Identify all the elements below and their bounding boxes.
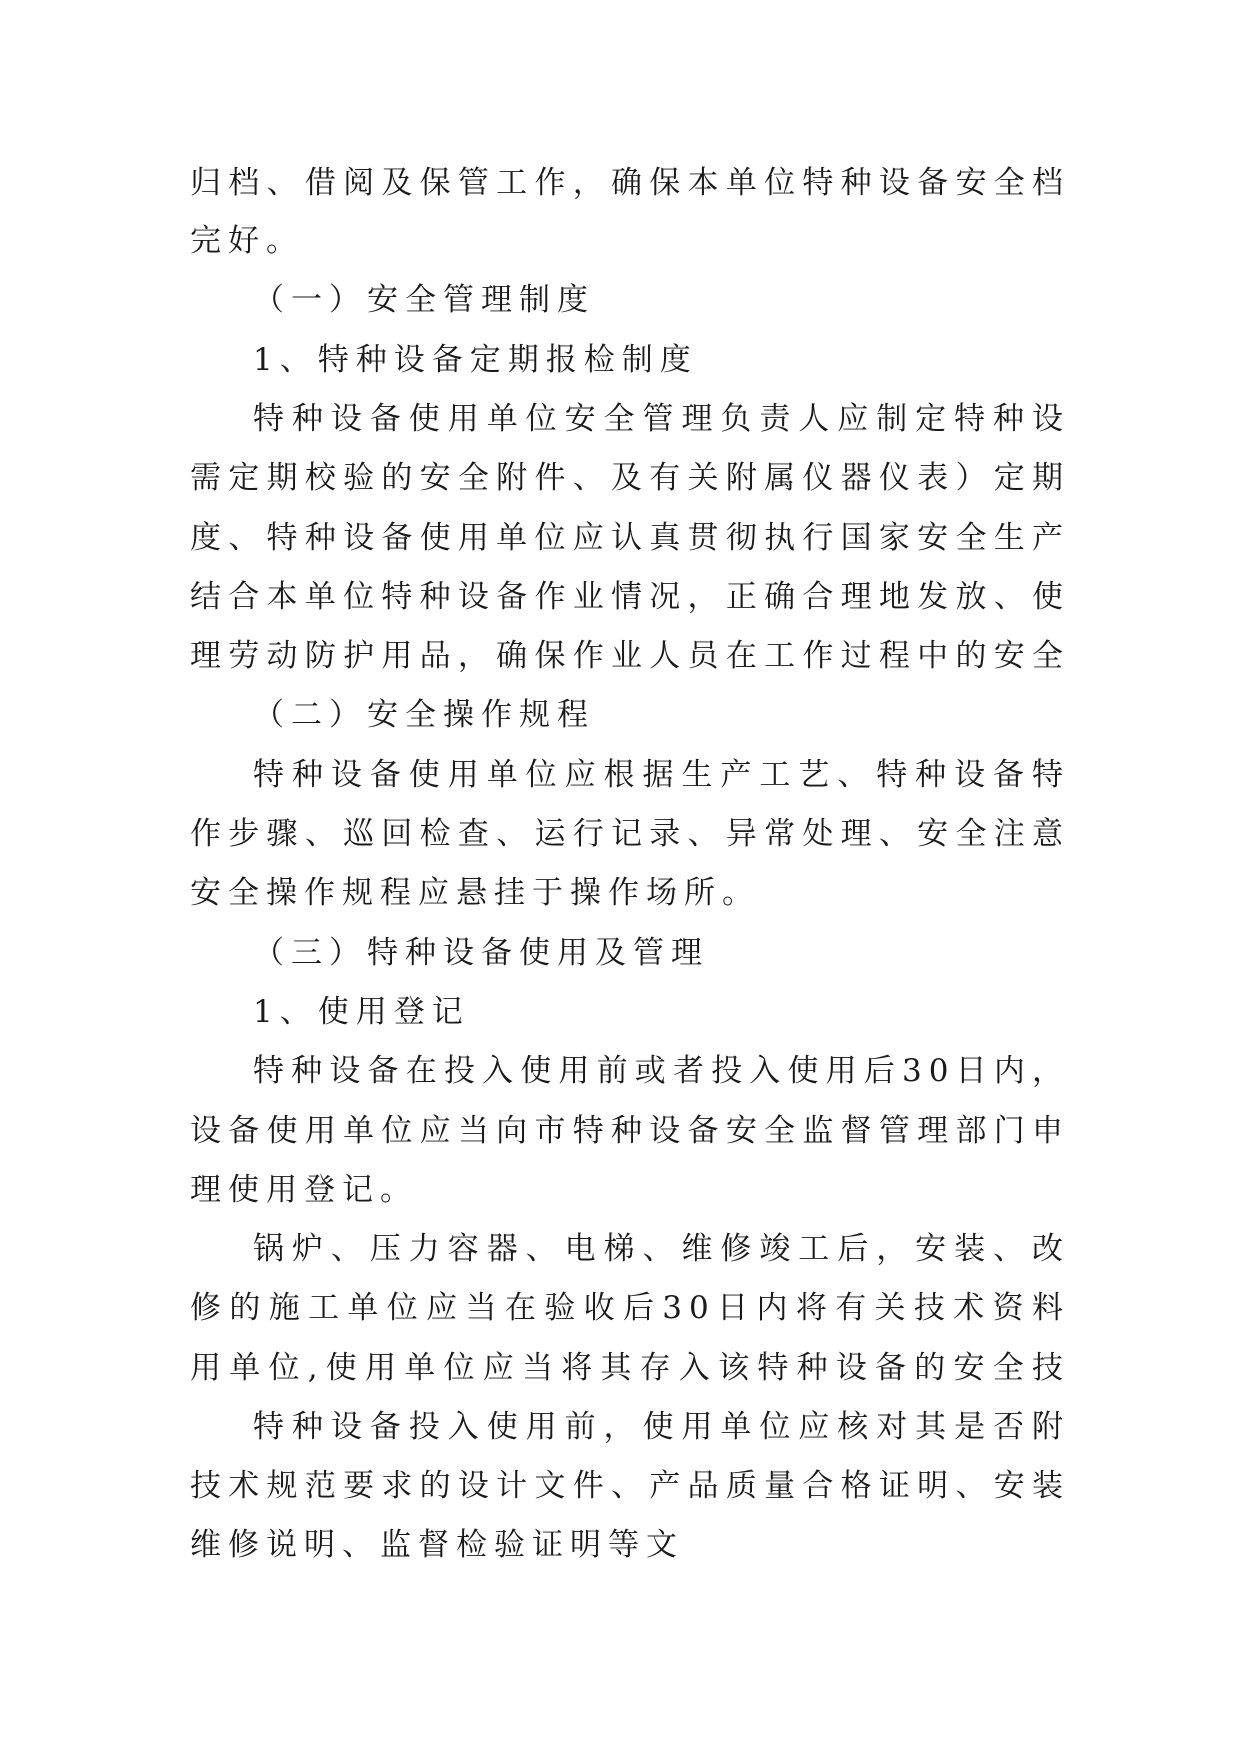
text-line: 需定期校验的安全附件、及有关附属仪器仪表）定期 xyxy=(190,460,1070,496)
text-line: 归档、借阅及保管工作，确保本单位特种设备安全档 xyxy=(190,165,1070,201)
text-line: 完好。 xyxy=(190,223,304,259)
section-heading: （三）特种设备使用及管理 xyxy=(253,935,709,971)
text-line: 锅炉、压力容器、电梯、维修竣工后，安装、改 xyxy=(253,1231,1070,1267)
subsection-heading: 1、特种设备定期报检制度 xyxy=(253,342,698,378)
text-line: 用单位,使用单位应当将其存入该特种设备的安全技 xyxy=(190,1350,1070,1386)
text-line: 特种设备在投入使用前或者投入使用后30日内， xyxy=(253,1053,1070,1089)
text-line: 结合本单位特种设备作业情况，正确合理地发放、使 xyxy=(190,579,1070,615)
text-line: 作步骤、巡回检查、运行记录、异常处理、安全注意 xyxy=(190,816,1070,852)
text-line: 维修说明、监督检验证明等文 xyxy=(190,1527,684,1563)
text-line: 设备使用单位应当向市特种设备安全监督管理部门申 xyxy=(190,1113,1070,1149)
text-line: 度、特种设备使用单位应认真贯彻执行国家安全生产 xyxy=(190,520,1070,556)
text-line: 特种设备使用单位安全管理负责人应制定特种设 xyxy=(253,401,1070,437)
text-line: 安全操作规程应悬挂于操作场所。 xyxy=(190,875,760,911)
text-line: 理使用登记。 xyxy=(190,1172,418,1208)
text-line: 理劳动防护用品，确保作业人员在工作过程中的安全 xyxy=(190,638,1070,674)
subsection-heading: 1、使用登记 xyxy=(253,994,470,1030)
text-line: 特种设备使用单位应根据生产工艺、特种设备特 xyxy=(253,757,1070,793)
section-heading: （一）安全管理制度 xyxy=(253,282,595,318)
text-line: 特种设备投入使用前，使用单位应核对其是否附 xyxy=(253,1409,1070,1445)
section-heading: （二）安全操作规程 xyxy=(253,697,595,733)
text-line: 修的施工单位应当在验收后30日内将有关技术资料 xyxy=(190,1290,1070,1326)
text-line: 技术规范要求的设计文件、产品质量合格证明、安装 xyxy=(190,1468,1070,1504)
